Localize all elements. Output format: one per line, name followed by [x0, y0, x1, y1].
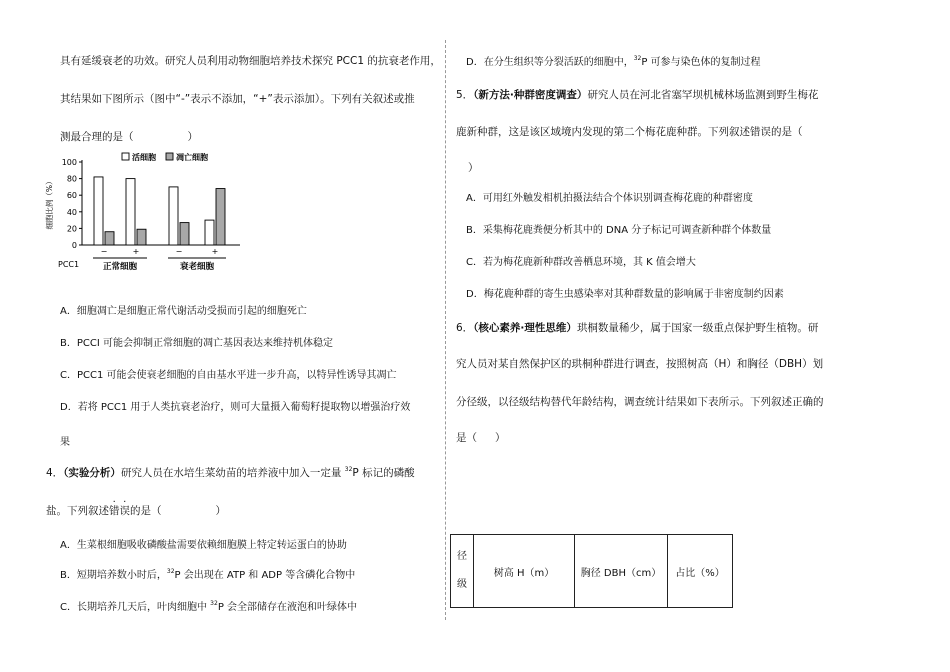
q4-stem-2b: 的是（ [130, 505, 162, 517]
q4-number: 4． [46, 467, 64, 479]
q3-option-d-continued: 果 [60, 437, 70, 448]
q4-stem-1b: P 标记的磷酸 [352, 467, 415, 479]
x-tick-label: + [132, 247, 140, 256]
y-tick-label: 20 [66, 224, 77, 234]
q4-stem-line-1 [46, 466, 415, 480]
q6-stem-line-1 [456, 321, 818, 335]
q4-option-c-1: C．长期培养几天后，叶肉细胞中 [60, 602, 211, 613]
bar-live-cells [126, 179, 135, 245]
q3-stem: 测最合理的是（ [60, 131, 134, 143]
q6-stem-4: 是（ [456, 432, 477, 444]
q4-option-c [60, 601, 357, 615]
q6-stem-line-2: 究人员对某自然保护区的珙桐种群进行调查，按照树高（H）和胸径（DBH）划 [456, 358, 824, 370]
q6-stem-line-4 [456, 431, 506, 445]
q4-option-b [60, 569, 355, 583]
isotope-superscript: 32 [633, 55, 642, 62]
y-tick-label: 0 [71, 241, 77, 250]
y-tick-label: 100 [61, 158, 77, 167]
y-axis-label: 细胞比例（%） [45, 177, 54, 230]
q3-intro-line-1: 具有延缓衰老的功效。研究人员利用动物细胞培养技术探究 PCC1 的抗衰老作用， [60, 55, 441, 67]
x-row-label: PCC1 [58, 260, 80, 269]
q4-option-d-2: P 可参与染色体的复制过程 [641, 57, 761, 68]
bar-live-cells [94, 177, 103, 245]
q5-stem-line-2: 鹿新种群，这是该区域境内发现的第二个梅花鹿种群。下列叙述错误的是（ [456, 126, 803, 138]
q5-stem-line-1 [456, 88, 818, 102]
legend-swatch [166, 153, 173, 160]
y-tick-label: 60 [66, 191, 77, 201]
q4-stem-2a: 盐。下列叙述 [46, 505, 109, 517]
group-label-aging-cells: 衰老细胞 [179, 262, 215, 272]
bar-apoptotic-cells [180, 223, 189, 245]
table-header-cell: 占比（%） [668, 535, 733, 608]
header-char: 径 [457, 551, 467, 562]
q3-option-c: C．PCC1 可能会使衰老细胞的自由基水平进一步升高，以特异性诱导其凋亡 [60, 370, 397, 381]
q5-tag: （新方法·种群密度调查） [473, 89, 588, 101]
q6-paren-close: ） [495, 432, 506, 444]
bar-apoptotic-cells [105, 232, 114, 245]
legend-label: 活细胞 [132, 153, 156, 162]
q3-option-b: B．PCCI 可能会抑制正常细胞的凋亡基因表达来维持机体稳定 [60, 338, 333, 349]
header-char: 级 [457, 579, 467, 590]
table-header-cell: 树高 H（m） [474, 535, 575, 608]
q4-option-b-1: B．短期培养数小时后， [60, 570, 167, 581]
q4-option-a: A．生菜根细胞吸收磷酸盐需要依赖细胞膜上特定转运蛋白的协助 [60, 540, 347, 551]
q3-option-d: D．若将 PCC1 用于人类抗衰老治疗，则可大量摄入葡萄籽提取物以增强治疗效 [60, 402, 411, 413]
q3-option-a: A．细胞凋亡是细胞正常代谢活动受损而引起的细胞死亡 [60, 306, 307, 317]
y-tick-label: 40 [66, 207, 77, 217]
q4-stem-line-2 [46, 504, 226, 518]
bar-apoptotic-cells [137, 229, 146, 245]
q5-option-b: B．采集梅花鹿粪便分析其中的 DNA 分子标记可调查新种群个体数量 [466, 225, 772, 236]
q4-paren-close: ） [215, 505, 226, 517]
q4-tag: （实验分析） [63, 467, 121, 479]
emphasis-char-1: 错 [109, 505, 120, 517]
q6-stem-line-3: 分径级，以径级结构替代年龄结构，调查统计结果如下表所示。下列叙述正确的 [456, 396, 824, 408]
q4-option-d [466, 56, 761, 70]
q5-number: 5． [456, 89, 474, 101]
isotope-superscript: 32 [166, 568, 175, 575]
isotope-superscript: 32 [210, 600, 218, 607]
legend-label: 凋亡细胞 [176, 153, 208, 162]
column-divider [445, 40, 446, 620]
chart-svg [45, 150, 280, 290]
q5-option-d: D．梅花鹿种群的寄生虫感染率对其种群数量的影响属于非密度制约因素 [466, 289, 784, 300]
q6-number: 6． [456, 322, 474, 334]
q4-stem-1a: 研究人员在水培生菜幼苗的培养液中加入一定量 [120, 467, 345, 479]
y-tick-label: 80 [66, 174, 77, 184]
q4-option-d-1: D．在分生组织等分裂活跃的细胞中， [466, 57, 634, 68]
group-label-normal-cells: 正常细胞 [102, 262, 138, 272]
q3-paren-close: ） [187, 131, 198, 143]
q4-option-b-2: P 会出现在 ATP 和 ADP 等含磷化合物中 [174, 570, 356, 581]
q3-intro-line-2: 其结果如下图所示（图中“-”表示不添加，“+”表示添加）。下列有关叙述或推 [60, 93, 415, 105]
q4-option-c-2: P 会全部储存在液泡和叶绿体中 [217, 602, 358, 613]
x-tick-label: − [175, 247, 183, 256]
emphasis-char-2: 误 [119, 505, 130, 517]
legend-swatch [122, 153, 129, 160]
q5-option-c: C．若为梅花鹿新种群改善栖息环境，其 K 值会增大 [466, 257, 696, 268]
q5-stem-1: 研究人员在河北省塞罕坝机械林场监测到野生梅花 [587, 89, 819, 101]
x-tick-label: + [211, 247, 219, 256]
q5-option-a: A．可用红外触发相机拍摄法结合个体识别调查梅花鹿的种群密度 [466, 193, 753, 204]
diameter-class-table [450, 534, 733, 608]
table-header-cell: 胸径 DBH（cm） [575, 535, 668, 608]
bar-live-cells [169, 187, 178, 245]
table-header-cell [451, 535, 474, 608]
table-header-row [451, 535, 733, 608]
bar-apoptotic-cells [216, 189, 225, 245]
q3-intro-line-3 [60, 130, 198, 144]
x-tick-label: − [100, 247, 108, 256]
q5-stem-line-3: ） [468, 162, 479, 174]
isotope-superscript: 32 [344, 466, 353, 473]
q6-stem-1: 珙桐数量稀少，属于国家一级重点保护野生植物。研 [576, 322, 819, 334]
q6-tag: （核心素养·理性思维） [473, 322, 577, 334]
bar-live-cells [205, 220, 214, 245]
pcc1-bar-chart [45, 150, 280, 290]
